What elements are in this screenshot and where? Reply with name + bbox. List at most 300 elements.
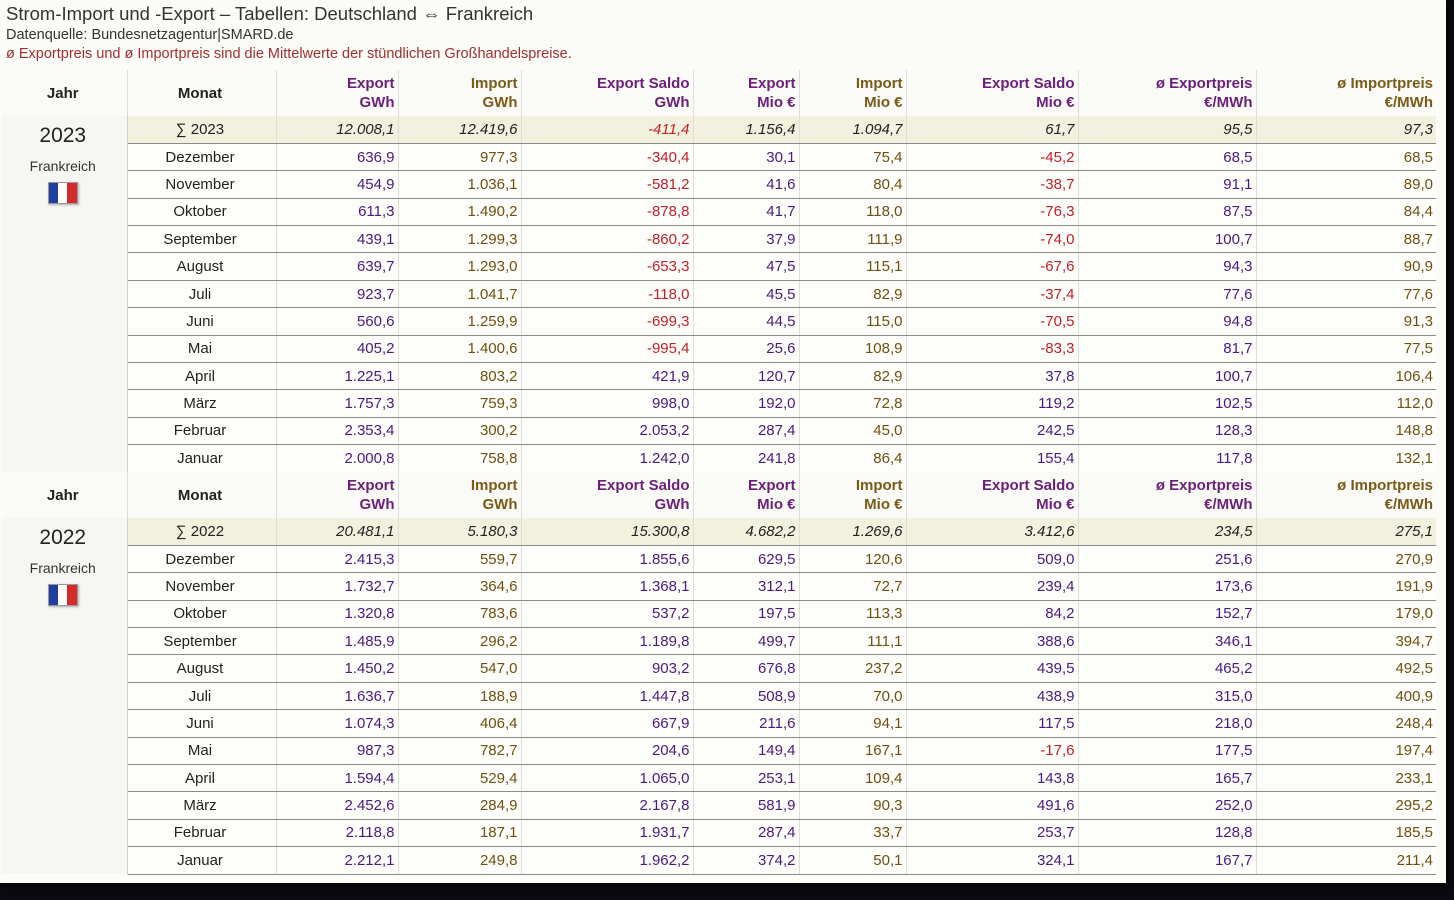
sum-value: 15.300,8 [521,518,693,545]
value-cell: 70,0 [799,682,906,709]
table-row [2,792,1436,819]
value-cell: 253,1 [693,765,799,792]
value-cell: 111,9 [799,226,906,253]
value-cell: 1.036,1 [398,171,521,198]
table-row [2,600,1436,627]
table-row [2,655,1436,682]
sum-value: 1.156,4 [693,116,799,143]
value-cell: 167,1 [799,737,906,764]
country-name: Frankreich [29,560,96,576]
month-cell: November [127,573,276,600]
sum-value: 95,5 [1078,116,1256,143]
value-cell: 87,5 [1078,198,1256,225]
value-cell: 25,6 [693,335,799,362]
value-cell: 2.118,8 [276,819,398,846]
month-cell: August [127,253,276,280]
value-cell: 492,5 [1256,655,1436,682]
column-header-unit: Mio € [1036,94,1075,111]
value-cell: 211,4 [1256,847,1436,874]
value-cell: 155,4 [906,445,1078,472]
value-cell: -70,5 [906,308,1078,335]
value-cell: 324,1 [906,847,1078,874]
value-cell: 509,0 [906,545,1078,572]
value-cell: 1.450,2 [276,655,398,682]
value-cell: 438,9 [906,682,1078,709]
month-cell: September [127,628,276,655]
value-cell: 287,4 [693,417,799,444]
column-header-unit: €/MWh [1204,94,1253,111]
value-cell: 987,3 [276,737,398,764]
value-cell: 128,8 [1078,819,1256,846]
value-cell: 50,1 [799,847,906,874]
column-header [521,472,693,518]
value-cell: 177,5 [1078,737,1256,764]
price-note: ø Exportpreis und ø Importpreis sind die Mittelwerte der stündlichen Großhandelspreise. [6,46,572,62]
value-cell: 94,8 [1078,308,1256,335]
sum-value: 5.180,3 [398,518,521,545]
table-row [2,417,1436,444]
column-header-line1: ø Exportpreis [1155,477,1253,494]
value-cell: 143,8 [906,765,1078,792]
table-row [2,710,1436,737]
sum-value: 97,3 [1256,116,1436,143]
value-cell: -878,8 [521,198,693,225]
value-cell: 91,1 [1078,171,1256,198]
value-cell: 179,0 [1256,600,1436,627]
value-cell: 394,7 [1256,628,1436,655]
value-cell: 1.962,2 [521,847,693,874]
page-header [6,2,572,64]
table-row [2,253,1436,280]
value-cell: 676,8 [693,655,799,682]
column-header-line1: ø Importpreis [1337,75,1433,92]
value-cell: 117,8 [1078,445,1256,472]
column-header [1078,472,1256,518]
sum-row [2,518,1436,545]
value-cell: 84,2 [906,600,1078,627]
value-cell: 118,0 [799,198,906,225]
value-cell: 45,0 [799,417,906,444]
value-cell: 1.368,1 [521,573,693,600]
month-cell: Dezember [127,545,276,572]
value-cell: 237,2 [799,655,906,682]
value-cell: 465,2 [1078,655,1256,682]
column-header [799,70,906,116]
value-cell: 2.415,3 [276,545,398,572]
month-cell: Juni [127,710,276,737]
value-cell: 86,4 [799,445,906,472]
value-cell: 88,7 [1256,226,1436,253]
month-cell: Januar [127,445,276,472]
year-info-cell [2,518,127,874]
value-cell: 41,6 [693,171,799,198]
sum-value: 12.419,6 [398,116,521,143]
value-cell: 2.353,4 [276,417,398,444]
value-cell: 197,4 [1256,737,1436,764]
value-cell: 218,0 [1078,710,1256,737]
value-cell: 72,7 [799,573,906,600]
column-header-line1: ø Exportpreis [1155,75,1253,92]
value-cell: 1.074,3 [276,710,398,737]
value-cell: 77,6 [1078,280,1256,307]
column-header-jahr: Jahr [2,472,127,518]
value-cell: 1.594,4 [276,765,398,792]
value-cell: 405,2 [276,335,398,362]
sum-value: 275,1 [1256,518,1436,545]
value-cell: 491,6 [906,792,1078,819]
value-cell: 296,2 [398,628,521,655]
value-cell: -74,0 [906,226,1078,253]
month-cell: Juli [127,682,276,709]
value-cell: 346,1 [1078,628,1256,655]
sum-value: -411,4 [521,116,693,143]
value-cell: 537,2 [521,600,693,627]
value-cell: 80,4 [799,171,906,198]
value-cell: 629,5 [693,545,799,572]
value-cell: 923,7 [276,280,398,307]
value-cell: 30,1 [693,143,799,170]
value-cell: 165,7 [1078,765,1256,792]
sum-value: 61,7 [906,116,1078,143]
column-header-unit: GWh [359,496,395,513]
value-cell: 295,2 [1256,792,1436,819]
column-header-line1: Export Saldo [981,75,1075,92]
value-cell: 211,6 [693,710,799,737]
value-cell: -38,7 [906,171,1078,198]
value-cell: 1.189,8 [521,628,693,655]
value-cell: 1.293,0 [398,253,521,280]
value-cell: 499,7 [693,628,799,655]
value-cell: 1.490,2 [398,198,521,225]
value-cell: 439,5 [906,655,1078,682]
column-header-unit: GWh [654,94,690,111]
value-cell: 1.225,1 [276,363,398,390]
value-cell: -860,2 [521,226,693,253]
table-row [2,737,1436,764]
value-cell: 106,4 [1256,363,1436,390]
value-cell: 1.732,7 [276,573,398,600]
column-header-line1: Export Saldo [596,477,690,494]
month-cell: Februar [127,819,276,846]
value-cell: -581,2 [521,171,693,198]
value-cell: 400,9 [1256,682,1436,709]
month-cell: Dezember [127,143,276,170]
value-cell: 241,8 [693,445,799,472]
value-cell: 1.242,0 [521,445,693,472]
month-cell: August [127,655,276,682]
value-cell: 188,9 [398,682,521,709]
month-cell: November [127,171,276,198]
table-row [2,819,1436,846]
value-cell: 44,5 [693,308,799,335]
column-header-unit: GWh [654,496,690,513]
table-row [2,171,1436,198]
value-cell: 759,3 [398,390,521,417]
table-row [2,308,1436,335]
year-info-cell [2,116,127,472]
value-cell: -37,4 [906,280,1078,307]
value-cell: 1.259,9 [398,308,521,335]
value-cell: 72,8 [799,390,906,417]
value-cell: 132,1 [1256,445,1436,472]
value-cell: 192,0 [693,390,799,417]
value-cell: 33,7 [799,819,906,846]
month-cell: Mai [127,737,276,764]
france-flag-icon [48,584,78,606]
value-cell: 41,7 [693,198,799,225]
value-cell: 758,8 [398,445,521,472]
column-header [906,70,1078,116]
value-cell: 128,3 [1078,417,1256,444]
column-header-unit: Mio € [1036,496,1075,513]
column-header [799,472,906,518]
column-header-monat: Monat [127,70,276,116]
header-row [2,70,1436,116]
column-header-unit: €/MWh [1204,496,1253,513]
value-cell: 1.757,3 [276,390,398,417]
value-cell: 439,1 [276,226,398,253]
table-row [2,280,1436,307]
sum-value: 4.682,2 [693,518,799,545]
column-header-line1: Import [855,75,903,92]
value-cell: 120,6 [799,545,906,572]
france-flag-icon [48,182,78,204]
column-header [1256,70,1436,116]
column-header [276,70,398,116]
column-header-unit: GWh [482,496,518,513]
column-header-monat: Monat [127,472,276,518]
value-cell: 148,8 [1256,417,1436,444]
value-cell: 149,4 [693,737,799,764]
value-cell: 90,3 [799,792,906,819]
value-cell: 559,7 [398,545,521,572]
value-cell: 253,7 [906,819,1078,846]
value-cell: 191,9 [1256,573,1436,600]
value-cell: 111,1 [799,628,906,655]
month-cell: Oktober [127,600,276,627]
value-cell: 117,5 [906,710,1078,737]
column-header [398,70,521,116]
value-cell: 108,9 [799,335,906,362]
value-cell: 233,1 [1256,765,1436,792]
value-cell: 167,7 [1078,847,1256,874]
value-cell: 251,6 [1078,545,1256,572]
value-cell: 112,0 [1256,390,1436,417]
sum-row [2,116,1436,143]
month-cell: Februar [127,417,276,444]
value-cell: 37,9 [693,226,799,253]
value-cell: 636,9 [276,143,398,170]
country-name: Frankreich [29,158,96,174]
value-cell: 109,4 [799,765,906,792]
value-cell: 1.931,7 [521,819,693,846]
column-header-line1: Import [470,75,518,92]
value-cell: -67,6 [906,253,1078,280]
value-cell: 364,6 [398,573,521,600]
table-row [2,847,1436,874]
value-cell: -340,4 [521,143,693,170]
value-cell: 1.636,7 [276,682,398,709]
month-cell: April [127,765,276,792]
value-cell: 100,7 [1078,226,1256,253]
column-header-line1: Export Saldo [596,75,690,92]
year-number: 2022 [39,526,87,549]
month-cell: Juli [127,280,276,307]
value-cell: 782,7 [398,737,521,764]
value-cell: 300,2 [398,417,521,444]
value-cell: 903,2 [521,655,693,682]
month-cell: September [127,226,276,253]
value-cell: 2.212,1 [276,847,398,874]
value-cell: 639,7 [276,253,398,280]
value-cell: 197,5 [693,600,799,627]
value-cell: 77,5 [1256,335,1436,362]
value-cell: 2.452,6 [276,792,398,819]
sum-value: 12.008,1 [276,116,398,143]
value-cell: 270,9 [1256,545,1436,572]
value-cell: 406,4 [398,710,521,737]
sum-label: ∑ 2023 [127,116,276,143]
column-header-line1: Export [346,477,395,494]
value-cell: -45,2 [906,143,1078,170]
value-cell: 37,8 [906,363,1078,390]
month-cell: Juni [127,308,276,335]
value-cell: 204,6 [521,737,693,764]
value-cell: 82,9 [799,280,906,307]
year-number: 2023 [39,124,87,147]
value-cell: -995,4 [521,335,693,362]
value-cell: 94,3 [1078,253,1256,280]
column-header-unit: Mio € [757,496,796,513]
value-cell: 560,6 [276,308,398,335]
table-row [2,335,1436,362]
value-cell: 81,7 [1078,335,1256,362]
sum-value: 3.412,6 [906,518,1078,545]
value-cell: 91,3 [1256,308,1436,335]
table-row [2,390,1436,417]
table-row [2,545,1436,572]
column-header-jahr: Jahr [2,70,127,116]
column-header [906,472,1078,518]
table-row [2,765,1436,792]
value-cell: 581,9 [693,792,799,819]
value-cell: 998,0 [521,390,693,417]
value-cell: 2.167,8 [521,792,693,819]
column-header [276,472,398,518]
value-cell: 89,0 [1256,171,1436,198]
column-header-unit: Mio € [864,94,903,111]
column-header [1078,70,1256,116]
column-header-line1: Import [855,477,903,494]
value-cell: 1.855,6 [521,545,693,572]
value-cell: 119,2 [906,390,1078,417]
sum-value: 20.481,1 [276,518,398,545]
page-title: Strom-Import und -Export – Tabellen: Deutschland ⇔ Frankreich [6,3,534,24]
header-row [2,472,1436,518]
value-cell: 187,1 [398,819,521,846]
value-cell: 45,5 [693,280,799,307]
sum-label: ∑ 2022 [127,518,276,545]
year-table-2023 [2,70,1436,473]
value-cell: -699,3 [521,308,693,335]
value-cell: 2.053,2 [521,417,693,444]
value-cell: 47,5 [693,253,799,280]
value-cell: 173,6 [1078,573,1256,600]
value-cell: 374,2 [693,847,799,874]
column-header-line1: Import [470,477,518,494]
column-header [1256,472,1436,518]
value-cell: 68,5 [1256,143,1436,170]
value-cell: -118,0 [521,280,693,307]
column-header [398,472,521,518]
sum-value: 234,5 [1078,518,1256,545]
value-cell: 783,6 [398,600,521,627]
column-header [693,472,799,518]
value-cell: 315,0 [1078,682,1256,709]
value-cell: 1.299,3 [398,226,521,253]
table-row [2,198,1436,225]
value-cell: 249,8 [398,847,521,874]
value-cell: 94,1 [799,710,906,737]
value-cell: 77,6 [1256,280,1436,307]
value-cell: 312,1 [693,573,799,600]
column-header-unit: Mio € [864,496,903,513]
value-cell: 102,5 [1078,390,1256,417]
column-header-unit: GWh [359,94,395,111]
value-cell: 2.000,8 [276,445,398,472]
value-cell: 1.041,7 [398,280,521,307]
column-header-line1: ø Importpreis [1337,477,1433,494]
column-header-unit: €/MWh [1384,94,1433,111]
value-cell: 421,9 [521,363,693,390]
value-cell: 287,4 [693,819,799,846]
value-cell: 90,9 [1256,253,1436,280]
table-row [2,226,1436,253]
month-cell: März [127,390,276,417]
column-header-line1: Export Saldo [981,477,1075,494]
value-cell: 152,7 [1078,600,1256,627]
value-cell: -76,3 [906,198,1078,225]
month-cell: März [127,792,276,819]
table-row [2,445,1436,472]
value-cell: 1.400,6 [398,335,521,362]
month-cell: Mai [127,335,276,362]
value-cell: 508,9 [693,682,799,709]
value-cell: 454,9 [276,171,398,198]
value-cell: 1.320,8 [276,600,398,627]
table-row [2,628,1436,655]
value-cell: 667,9 [521,710,693,737]
value-cell: 68,5 [1078,143,1256,170]
column-header-unit: GWh [482,94,518,111]
month-cell: Oktober [127,198,276,225]
table-row [2,682,1436,709]
value-cell: 84,4 [1256,198,1436,225]
table-row [2,143,1436,170]
value-cell: 115,0 [799,308,906,335]
value-cell: 185,5 [1256,819,1436,846]
column-header-line1: Export [747,75,796,92]
data-source: Datenquelle: Bundesnetzagentur|SMARD.de [6,27,294,43]
month-cell: Januar [127,847,276,874]
column-header-line1: Export [346,75,395,92]
value-cell: 120,7 [693,363,799,390]
year-table-2022 [2,472,1436,875]
value-cell: 803,2 [398,363,521,390]
table-row [2,363,1436,390]
value-cell: 242,5 [906,417,1078,444]
column-header-unit: €/MWh [1384,496,1433,513]
